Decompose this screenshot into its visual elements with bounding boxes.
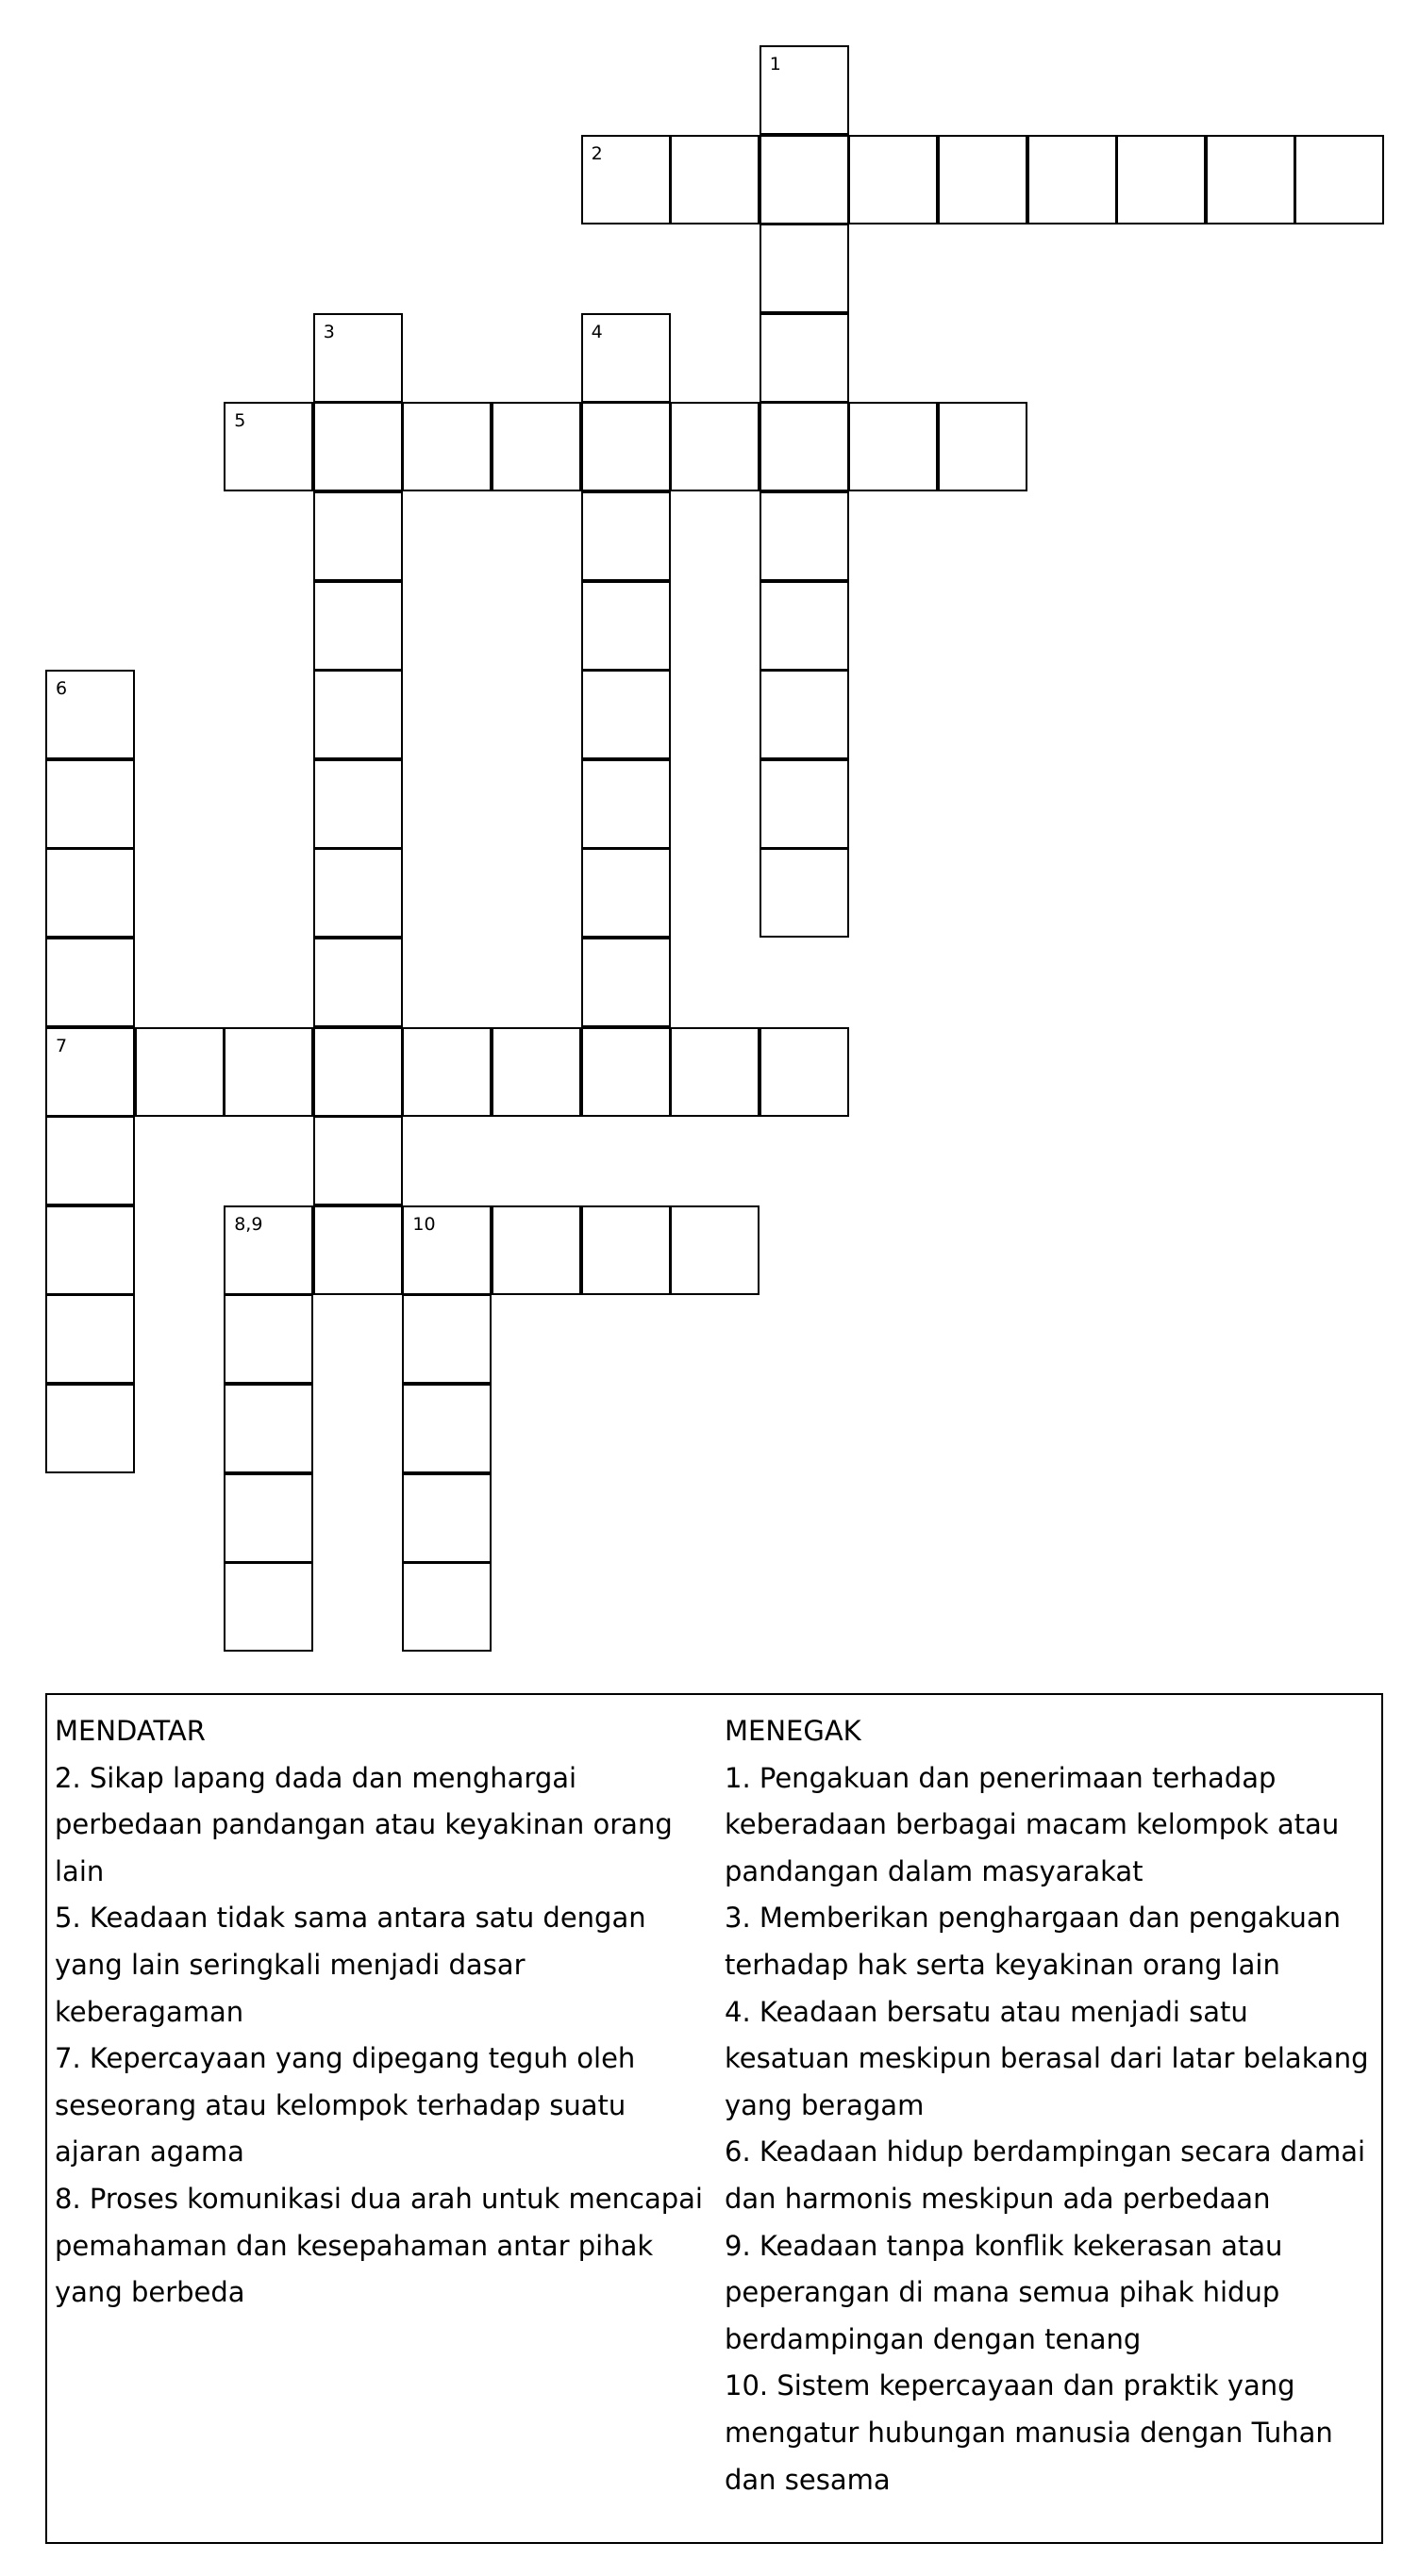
crossword-cell[interactable] [760,848,849,938]
crossword-cell[interactable] [45,1205,135,1295]
crossword-cell[interactable] [670,135,760,224]
crossword-cell[interactable] [224,1027,313,1117]
crossword-cell[interactable] [581,491,671,581]
crossword-cell[interactable] [45,1027,135,1117]
crossword-cell[interactable] [45,759,135,849]
crossword-cell[interactable] [1294,135,1384,224]
crossword-cell[interactable] [313,670,403,759]
crossword-cell[interactable] [760,670,849,759]
crossword-cell[interactable] [492,1027,581,1117]
crossword-cell[interactable] [313,313,403,403]
crossword-cell[interactable] [224,1473,313,1563]
crossword-cell[interactable] [581,938,671,1027]
clue-item: 5. Keadaan tidak sama antara satu dengan yang lain seringkali menjadi dasar keberagaman [55,1902,646,2028]
clue-item: 3. Memberikan penghargaan dan pengakuan terhadap hak serta keyakinan orang lain [725,1902,1342,1981]
crossword-cell[interactable] [670,1027,760,1117]
crossword-cell[interactable] [402,1562,492,1652]
crossword-cell[interactable] [224,1384,313,1473]
clues-mendatar [55,1708,715,2317]
crossword-cell[interactable] [1206,135,1295,224]
clues-box [45,1693,1383,2544]
crossword-cell[interactable] [760,581,849,671]
crossword-cell[interactable] [313,1205,403,1295]
crossword-cell[interactable] [848,135,938,224]
crossword-cell[interactable] [313,759,403,849]
crossword-cell[interactable] [581,759,671,849]
crossword-cell[interactable] [45,1294,135,1384]
clue-number: 3 [323,321,335,342]
clue-item: 10. Sistem kepercayaan dan praktik yang mengatur hubungan manusia dengan Tuhan dan sesama [725,2369,1333,2496]
clue-number: 5 [234,410,246,432]
crossword-cell[interactable] [313,491,403,581]
clue-item: 4. Keadaan bersatu atau menjadi satu kesatuan meskipun berasal dari latar belakang yang beragam [725,1995,1369,2121]
crossword-cell[interactable] [45,1384,135,1473]
clue-number: 7 [56,1035,68,1056]
clue-item: 7. Kepercayaan yang dipegang teguh oleh seseorang atau kelompok terhadap suatu ajaran agama [55,2042,636,2169]
clue-number: 4 [591,321,603,342]
clue-item: 6. Keadaan hidup berdampingan secara damai dan harmonis meskipun ada perbedaan [725,2136,1366,2215]
clue-item: 2. Sikap lapang dada dan menghargai perbedaan pandangan atau keyakinan orang lain [55,1761,673,1887]
clues-menegak [725,1708,1376,2503]
crossword-cell[interactable] [492,1205,581,1295]
crossword-cell[interactable] [224,1294,313,1384]
crossword-cell[interactable] [760,1027,849,1117]
crossword-cell[interactable] [760,45,849,135]
crossword-cell[interactable] [402,1384,492,1473]
crossword-cell[interactable] [1027,135,1117,224]
crossword-cell[interactable] [581,581,671,671]
crossword-cell[interactable] [581,848,671,938]
crossword-cell[interactable] [224,1205,313,1295]
crossword-cell[interactable] [492,402,581,491]
clue-item: 1. Pengakuan dan penerimaan terhadap keberadaan berbagai macam kelompok atau pandangan dalam masyarakat [725,1761,1340,1887]
crossword-cell[interactable] [135,1027,225,1117]
crossword-cell[interactable] [760,224,849,313]
crossword-cell[interactable] [938,135,1027,224]
clues-mendatar-title: MENDATAR [55,1715,206,1747]
crossword-cell[interactable] [313,848,403,938]
crossword-cell[interactable] [581,135,671,224]
crossword-cell[interactable] [402,1027,492,1117]
clue-number: 10 [412,1213,436,1235]
crossword-cell[interactable] [581,1027,671,1117]
crossword-cell[interactable] [45,848,135,938]
crossword-cell[interactable] [224,402,313,491]
crossword-cell[interactable] [402,1473,492,1563]
crossword-cell[interactable] [760,402,849,491]
crossword-cell[interactable] [402,1294,492,1384]
crossword-cell[interactable] [760,759,849,849]
crossword-cell[interactable] [581,402,671,491]
crossword-cell[interactable] [938,402,1027,491]
crossword-cell[interactable] [45,670,135,759]
crossword-cell[interactable] [581,1205,671,1295]
crossword-cell[interactable] [670,1205,760,1295]
clue-number: 2 [591,142,603,164]
crossword-cell[interactable] [581,670,671,759]
crossword-cell[interactable] [313,581,403,671]
clue-item: 8. Proses komunikasi dua arah untuk mencapai pemahaman dan kesepahaman antar pihak yang berbeda [55,2182,703,2309]
crossword-cell[interactable] [581,313,671,403]
clue-number: 8,9 [234,1213,263,1235]
crossword-cell[interactable] [313,402,403,491]
clue-item: 9. Keadaan tanpa konflik kekerasan atau peperangan di mana semua pihak hidup berdampingan dengan tenang [725,2229,1283,2355]
crossword-cell[interactable] [1116,135,1206,224]
clues-menegak-title: MENEGAK [725,1715,861,1747]
crossword-cell[interactable] [313,1116,403,1205]
crossword-cell[interactable] [313,1027,403,1117]
clue-number: 1 [769,54,781,75]
crossword-cell[interactable] [402,1205,492,1295]
crossword-cell[interactable] [760,491,849,581]
crossword-cell[interactable] [760,135,849,224]
crossword-cell[interactable] [313,938,403,1027]
clue-number: 6 [56,678,68,700]
crossword-cell[interactable] [848,402,938,491]
crossword-cell[interactable] [45,1116,135,1205]
crossword-cell[interactable] [224,1562,313,1652]
crossword-cell[interactable] [45,938,135,1027]
crossword-cell[interactable] [402,402,492,491]
crossword-cell[interactable] [670,402,760,491]
crossword-cell[interactable] [760,313,849,403]
